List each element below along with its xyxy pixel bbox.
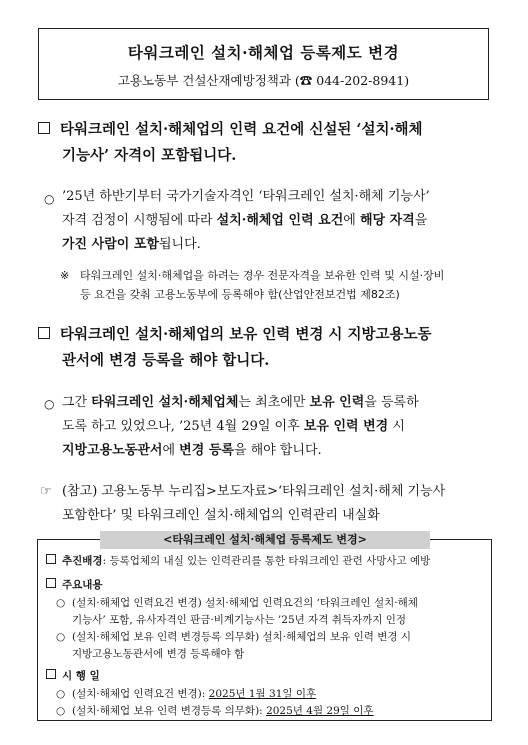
checkbox-square-icon: [46, 554, 56, 564]
section2-reference: (참고) 고용노동부 누리집>보도자료>‘타워크레인 설치·해체 기능사 포함한다’ 및 타워크레인 설치·해체업의 인력관리 내실화: [62, 484, 446, 523]
summary-schedule-label: 시 행 일: [46, 668, 100, 685]
checkbox-square-icon: [38, 327, 50, 339]
circle-bullet-icon: ○: [44, 397, 55, 411]
document-title: 타워크레인 설치·해체업 등록제도 변경: [127, 43, 400, 62]
checkbox-square-icon: [46, 578, 56, 588]
checkbox-square-icon: [46, 669, 56, 679]
summary-content-2: (설치·해체업 보유 인력 변경등록 의무화) 설치·해체업의 보유 인력 변경 시 지방고용노동관서에 변경 등록해야 함: [72, 631, 412, 660]
circle-bullet-icon: ○: [56, 631, 66, 643]
circle-bullet-icon: ○: [44, 192, 55, 206]
summary-content-1: (설치·해체업 인력요건 변경) 설치·해체업 인력요건의 ‘타워크레인 설치·해체 기능사’ 포함, 유사자격인 판금·비계기능사는 ’25년 자격 취득자까지 인정: [72, 597, 418, 626]
title-box: [38, 28, 489, 100]
summary-schedule-2: (설치·해체업 보유 인력 변경등록 의무화): 2025년 4월 29일 이후: [72, 705, 374, 717]
section2-heading-cont: 관서에 변경 등록을 해야 합니다.: [62, 352, 270, 369]
circle-bullet-icon: ○: [56, 705, 66, 717]
section1-note: 타워크레인 설치·해체업을 하려는 경우 전문자격을 보유한 인력 및 시설·장비 등 요건을 갖춰 고용노동부에 등록해야 함(산업안전보건법 제82조): [80, 269, 445, 301]
section2-heading: 타워크레인 설치·해체업의 보유 인력 변경 시 지방고용노동: [38, 323, 508, 347]
section1-body: ’25년 하반기부터 국가기술자격인 ‘타워크레인 설치·해체 기능사’ 자격 검정이 시행됨에 따라 설치·해체업 인력 요건에 해당 자격을 가진 사람이 포함됩니다.: [62, 189, 430, 252]
circle-bullet-icon: ○: [56, 597, 66, 609]
department-contact: 고용노동부 건설산재예방정책과 (☎ 044-202-8941): [117, 73, 410, 88]
reference-pointer-icon: ☞: [40, 484, 52, 499]
checkbox-square-icon: [38, 122, 50, 134]
reference-mark-icon: ※: [60, 269, 70, 282]
section2-body: 그간 타워크레인 설치·해체업체는 최초에만 보유 인력을 등록하 도록 하고 있었으나, ’25년 4월 29일 이후 보유 인력 변경 시 지방고용노동관서에 변경 등록을 해야 합니다.: [62, 395, 419, 458]
summary-background: 추진배경: 등록업체의 내실 있는 인력관리를 통한 타워크레인 관련 사망사고 예방: [46, 553, 486, 570]
section1-heading-cont: 기능사’ 자격이 포함됩니다.: [62, 147, 237, 164]
circle-bullet-icon: ○: [56, 688, 66, 700]
summary-title: <타워크레인 설치·해체업 등록제도 변경>: [100, 531, 430, 549]
summary-content-label: 주요내용: [46, 577, 103, 594]
summary-schedule-1: (설치·해체업 인력요건 변경): 2025년 1월 31일 이후: [72, 688, 317, 700]
section1-heading: 타워크레인 설치·해체업의 인력 요건에 신설된 ‘설치·해체: [38, 118, 508, 142]
